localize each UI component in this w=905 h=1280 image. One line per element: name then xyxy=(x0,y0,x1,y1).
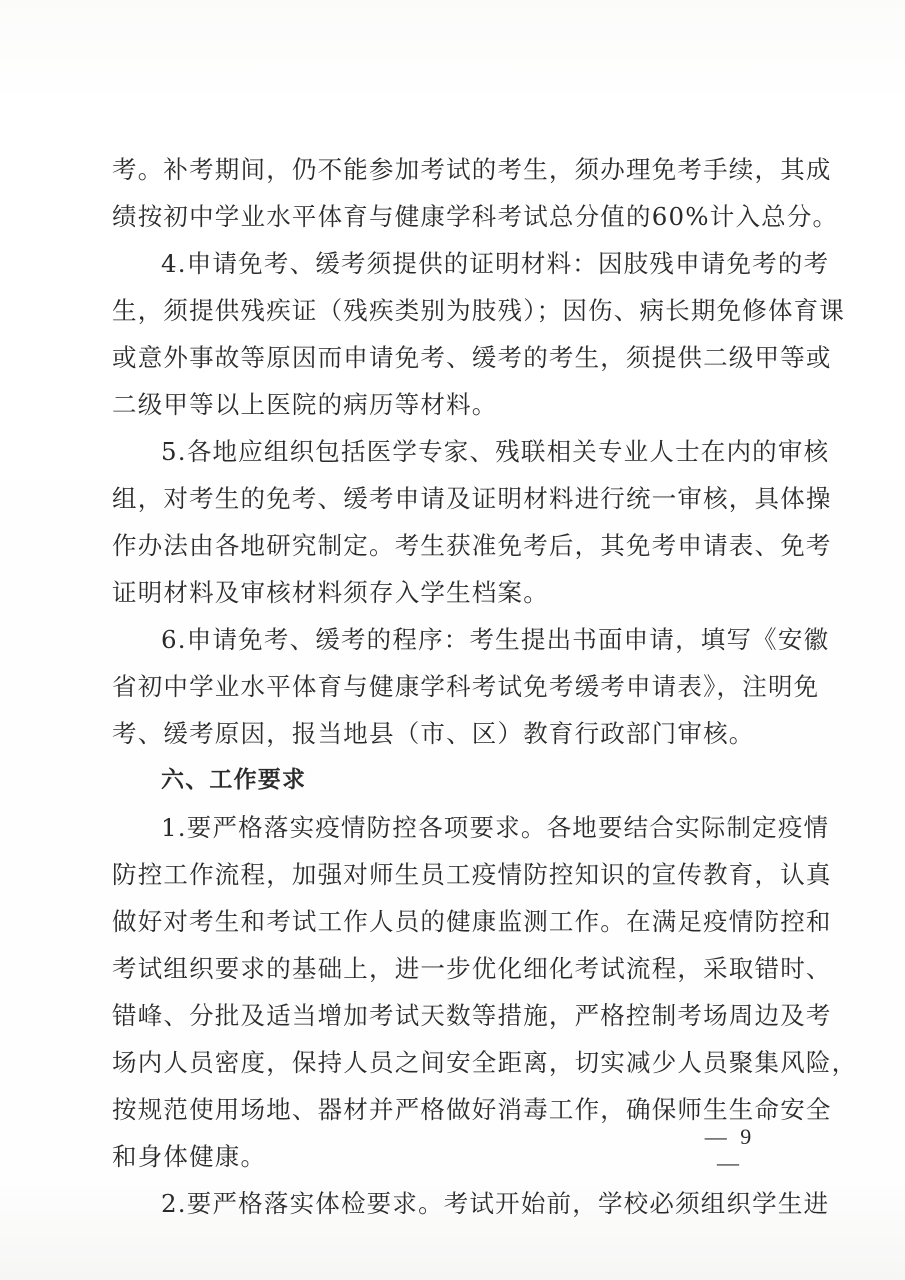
text-line: 和身体健康。 xyxy=(112,1142,267,1171)
text-line: 场内人员密度，保持人员之间安全距离，切实减少人员聚集风险， xyxy=(112,1048,858,1077)
text-line: 组，对考生的免考、缓考申请及证明材料进行统一审核，具体操 xyxy=(112,484,832,513)
text-line: 考试组织要求的基础上，进一步优化细化考试流程，采取错时、 xyxy=(112,954,832,983)
text-line: 考。补考期间，仍不能参加考试的考生，须办理免考手续，其成 xyxy=(112,155,832,184)
body-text xyxy=(112,146,858,1227)
text-line: 2.要严格落实体检要求。考试开始前，学校必须组织学生进 xyxy=(161,1189,830,1218)
text-line: 或意外事故等原因而申请免考、缓考的考生，须提供二级甲等或 xyxy=(112,343,832,372)
page-number: — 9 — xyxy=(704,1124,756,1175)
section-heading: 六、工作要求 xyxy=(161,767,307,793)
text-line: 做好对考生和考试工作人员的健康监测工作。在满足疫情防控和 xyxy=(112,907,832,936)
text-line: 二级甲等以上医院的病历等材料。 xyxy=(112,390,498,419)
text-line: 考、缓考原因，报当地县（市、区）教育行政部门审核。 xyxy=(112,719,755,748)
text-line: 6.申请免考、缓考的程序：考生提出书面申请，填写《安徽 xyxy=(161,625,830,654)
text-line: 绩按初中学业水平体育与健康学科考试总分值的60%计入总分。 xyxy=(112,202,839,231)
text-line: 生，须提供残疾证（残疾类别为肢残）；因伤、病长期免修体育课 xyxy=(112,296,846,325)
text-line: 5.各地应组织包括医学专家、残联相关专业人士在内的审核 xyxy=(161,437,830,466)
text-line: 省初中学业水平体育与健康学科考试免考缓考申请表》，注明免 xyxy=(112,672,820,701)
text-line: 证明材料及审核材料须存入学生档案。 xyxy=(112,578,549,607)
text-line: 防控工作流程，加强对师生员工疫情防控知识的宣传教育，认真 xyxy=(112,860,832,889)
text-line: 1.要严格落实疫情防控各项要求。各地要结合实际制定疫情 xyxy=(161,813,830,842)
text-line: 错峰、分批及适当增加考试天数等措施，严格控制考场周边及考 xyxy=(112,1001,832,1030)
text-line: 4.申请免考、缓考须提供的证明材料：因肢残申请免考的考 xyxy=(161,249,830,278)
text-line: 按规范使用场地、器材并严格做好消毒工作，确保师生生命安全 xyxy=(112,1095,832,1124)
text-line: 作办法由各地研究制定。考生获准免考后，其免考申请表、免考 xyxy=(112,531,832,560)
